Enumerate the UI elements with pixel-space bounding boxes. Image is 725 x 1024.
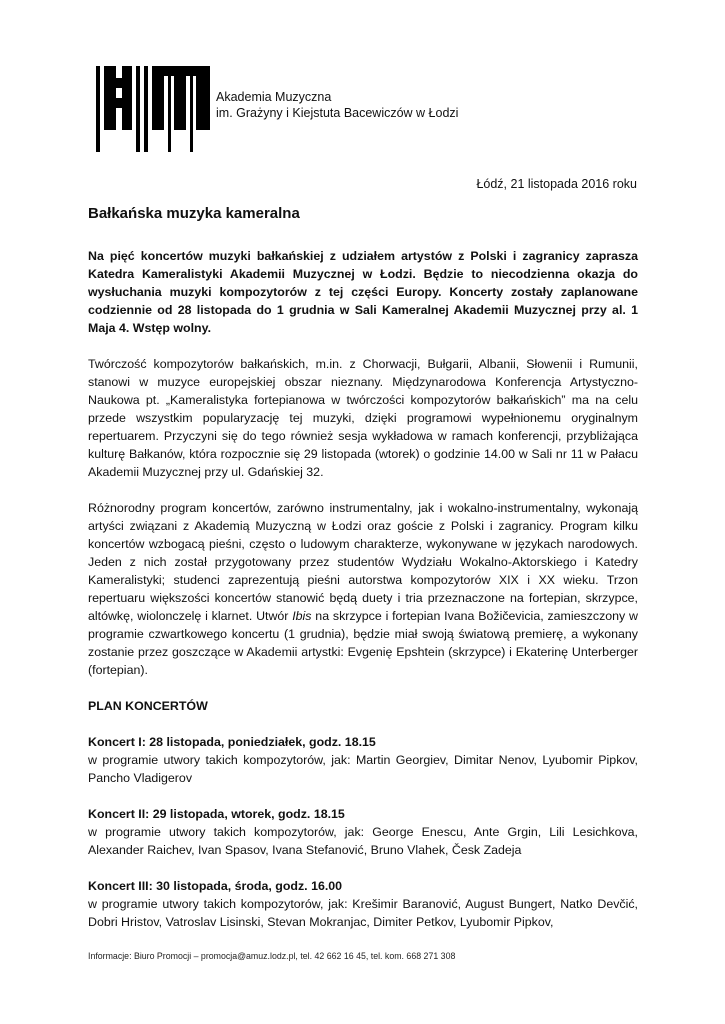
paragraph-conference: Twórczość kompozytorów bałkańskich, m.in. z Chorwacji, Bułgarii, Albanii, Słowenii i Rumunii, stanowi w muzyce europejskiej obszar nieznany. Międzynarodowa Konferencja Artystyczno-Naukowa pt. „Kameralistyka fortepianowa w twórczości kompozytorów bałkańskich” ma na celu przede wszystkim popularyzację tej muzyki, dzięki programowi wypełnionemu oryginalnym repertuarem. Przyczyni się do tego również sesja wykładowa w ramach konferencji, przybliżająca kulturę Bałkanów, która rozpocznie się 29 listopada (wtorek) o godzinie 14.00 w Sali nr 11 w Pałacu Akademii Muzycznej przy ul. Gdańskiej 32. xyxy=(88,357,638,479)
page-title: Bałkańska muzyka kameralna xyxy=(88,205,300,222)
concert-item xyxy=(88,877,638,931)
lead-paragraph: Na pięć koncertów muzyki bałkańskiej z udziałem artystów z Polski i zagranicy zaprasza Katedra Kameralistyki Akademii Muzycznej w Łodzi. Będzie to niecodzienna okazja do wysłuchania muzyki kompozytorów z tej części Europy. Koncerty zostały zaplanowane codziennie od 28 listopada do 1 grudnia w Sali Kameralnej Akademii Muzycznej przy al. 1 Maja 4. Wstęp wolny. xyxy=(88,249,638,335)
concert-heading: Koncert III: 30 listopada, środa, godz. 16.00 xyxy=(88,879,343,893)
letter-body xyxy=(88,247,638,949)
plan-heading: PLAN KONCERTÓW xyxy=(88,699,208,713)
paragraph-program-text-2: na skrzypce i fortepian Ivana Božičevicia, zamieszczony w programie czwartkowego koncertu (1 grudnia), będzie miał swoją światową premierę, a wykonany zostanie przez goszczące w Akademii artystki: Evgenię Epshtein (skrzypce) i Ekaterinę Unterberger (fortepian). xyxy=(88,609,638,677)
concert-item xyxy=(88,733,638,787)
concert-description: w programie utwory takich kompozytorów, jak: George Enescu, Ante Grgin, Lili Lesichkova, Alexander Raichev, Ivan Spasov, Ivana Stefanović, Bruno Vlahek, Česk Zadeja xyxy=(88,825,638,857)
institution-name-line2: im. Grażyny i Kiejstuta Bacewiczów w Łodzi xyxy=(216,106,459,120)
concert-heading: Koncert II: 29 listopada, wtorek, godz. 18.15 xyxy=(88,807,345,821)
concert-heading: Koncert I: 28 listopada, poniedziałek, godz. 18.15 xyxy=(88,735,376,749)
concert-description: w programie utwory takich kompozytorów, jak: Martin Georgiev, Dimitar Nenov, Lyubomir Pipkov, Pancho Vladigerov xyxy=(88,753,638,785)
footer-contact: Informacje: Biuro Promocji – promocja@amuz.lodz.pl, tel. 42 662 16 45, tel. kom. 668 271 308 xyxy=(88,951,456,961)
paragraph-program-text-1: Różnorodny program koncertów, zarówno instrumentalny, jak i wokalno-instrumentalny, wykonają artyści związani z Akademią Muzyczną w Łodzi oraz goście z Polski i zagranicy. Program kilku koncertów wzbogacą pieśni, często o ludowym charakterze, wykonywane w językach narodowych. Jeden z nich został przygotowany przez studentów Wydziału Wokalno-Aktorskiego i Katedry Kameralistyki; studenci zaprezentują pieśni autorstwa kompozytorów XIX i XX wieku. Trzon repertuaru większości koncertów stanowić będą duety i tria przeznaczone na fortepian, skrzypce, altówkę, wiolonczelę i klarnet. Utwór xyxy=(88,501,638,623)
paragraph-program xyxy=(88,499,638,679)
work-title-ibis: Ibis xyxy=(292,609,312,623)
institution-name-line1: Akademia Muzyczna xyxy=(216,90,332,104)
concert-description: w programie utwory takich kompozytorów, jak: Krešimir Baranović, August Bungert, Natko Devčić, Dobri Hristov, Vatroslav Lisinski, Stevan Mokranjac, Dimiter Petkov, Lyubomir Pipkov, xyxy=(88,897,638,929)
concert-item xyxy=(88,805,638,859)
academy-logo xyxy=(96,66,212,152)
letter-date: Łódź, 21 listopada 2016 roku xyxy=(476,177,637,191)
institution-name xyxy=(216,89,458,121)
